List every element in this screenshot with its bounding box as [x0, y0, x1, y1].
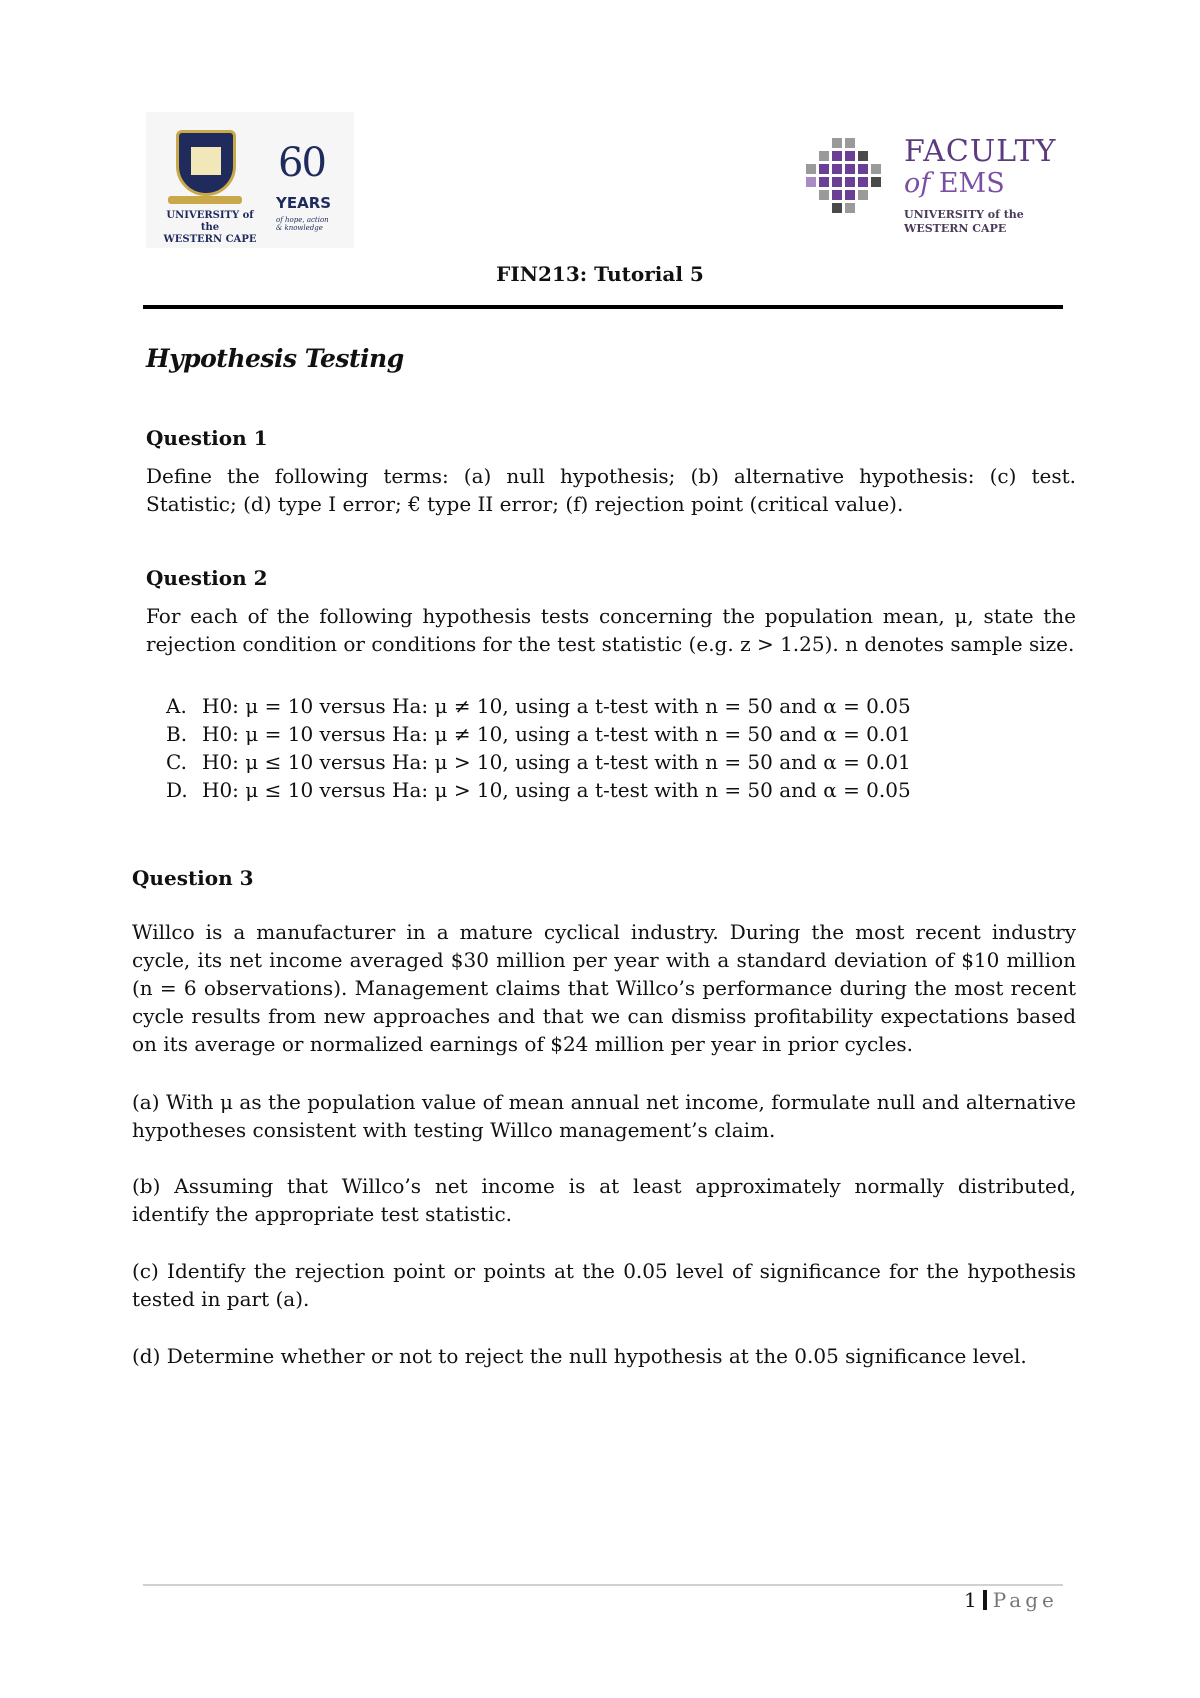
list-item: D. H0: μ ≤ 10 versus Ha: μ > 10, using a t-test with n = 50 and α = 0.05 [166, 778, 911, 802]
list-item: A. H0: μ = 10 versus Ha: μ ≠ 10, using a t-test with n = 50 and α = 0.05 [166, 694, 911, 718]
anniversary-tagline: of hope, action & knowledge [276, 216, 329, 232]
question-3-part-d: (d) Determine whether or not to reject the null hypothesis at the 0.05 significance level. [132, 1344, 1027, 1368]
topic-heading: Hypothesis Testing [146, 344, 404, 373]
question-1-heading: Question 1 [146, 426, 268, 450]
crest-icon [176, 130, 236, 196]
page-number: 1 [964, 1588, 977, 1612]
list-item: B. H0: μ = 10 versus Ha: μ ≠ 10, using a t-test with n = 50 and α = 0.01 [166, 722, 911, 746]
question-3-part-a: (a) With μ as the population value of mean annual net income, formulate null and alternative hypotheses consistent with testing Willco management’s claim. [132, 1090, 1076, 1142]
course-title: FIN213: Tutorial 5 [496, 262, 704, 286]
question-2-heading: Question 2 [146, 566, 268, 590]
uwc-logo-text: UNIVERSITY of the WESTERN CAPE [163, 210, 257, 245]
ems-logo-university: UNIVERSITY of the WESTERN CAPE [904, 208, 1024, 235]
footer-separator [983, 1590, 987, 1610]
anniversary-label: YEARS [276, 194, 332, 212]
question-2-list [166, 692, 911, 804]
question-3-part-c: (c) Identify the rejection point or points at the 0.05 level of significance for the hypothesis tested in part (a). [132, 1259, 1076, 1311]
question-3-part-b: (b) Assuming that Willco’s net income is at least approximately normally distributed, identify the appropriate test statistic. [132, 1174, 1076, 1226]
uwc-logo [146, 112, 354, 248]
question-3-intro: Willco is a manufacturer in a mature cyclical industry. During the most recent industry cycle, its net income averaged $30 million per year with a standard deviation of $10 million (n = 6 observations). Management claims that Willco’s performance during the most recent cycle results from new approaches and that we can dismiss profitability expectations based on its average or normalized earnings of $24 million per year in prior cycles. [132, 920, 1076, 1056]
ems-logo-line2: of EMS [904, 168, 1005, 199]
question-1-text: Define the following terms: (a) null hypothesis; (b) alternative hypothesis: (c) test. Statistic; (d) type I error; € type II error; (f) rejection point (critical value). [146, 464, 1076, 516]
page-footer [964, 1588, 1058, 1612]
anniversary-number: 60 [278, 140, 325, 186]
footer-rule [143, 1584, 1063, 1586]
page-label: Page [992, 1588, 1058, 1612]
header-rule [143, 305, 1063, 309]
list-item: C. H0: μ ≤ 10 versus Ha: μ > 10, using a t-test with n = 50 and α = 0.01 [166, 750, 911, 774]
question-3-heading: Question 3 [132, 866, 254, 890]
ems-logo-line1: FACULTY [904, 134, 1057, 169]
faculty-ems-logo [806, 134, 1066, 238]
question-2-text: For each of the following hypothesis tests concerning the population mean, μ, state the rejection condition or conditions for the test statistic (e.g. z > 1.25). n denotes sample size. [146, 604, 1076, 656]
